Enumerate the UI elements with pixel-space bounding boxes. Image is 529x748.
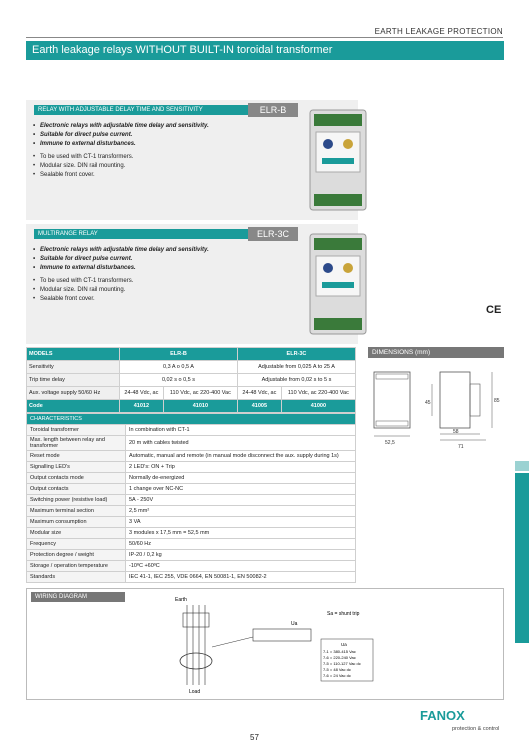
dim-label: 45 bbox=[425, 400, 431, 406]
shunt-label: Sa = shunt trip bbox=[327, 611, 360, 617]
table-cell: IP-20 / 0,2 kg bbox=[126, 550, 356, 561]
table-cell: 110 Vdc, ac 220-400 Vac bbox=[281, 387, 355, 400]
table-header: ELR-B bbox=[120, 348, 238, 361]
table-cell: Frequency bbox=[27, 539, 126, 550]
table-cell: Automatic, manual and remote (in manual mode disconnect the aux. supply during 1s) bbox=[126, 451, 356, 462]
fanox-logo: FANOX bbox=[420, 708, 465, 723]
table-cell: 0,02 s o 0,5 s bbox=[120, 374, 238, 387]
table-row bbox=[27, 517, 356, 528]
table-cell: 3 VA bbox=[126, 517, 356, 528]
table-cell: 3 modules x 17,5 mm = 52,5 mm bbox=[126, 528, 356, 539]
table-cell: 1 change over NC-NC bbox=[126, 484, 356, 495]
table-cell: 20 m with cables twisted bbox=[126, 436, 356, 451]
table-row bbox=[27, 539, 356, 550]
legend-line: Ua bbox=[341, 642, 347, 647]
table-cell: Maximum consumption bbox=[27, 517, 126, 528]
list-item: • Suitable for direct pulse current. bbox=[32, 255, 209, 264]
models-table bbox=[26, 347, 356, 413]
table-cell: In combination with CT-1 bbox=[126, 425, 356, 436]
table-cell: Modular size bbox=[27, 528, 126, 539]
table-cell: Protection degree / weight bbox=[27, 550, 126, 561]
relay-device-image bbox=[306, 106, 370, 214]
table-row bbox=[27, 451, 356, 462]
dim-label: 71 bbox=[458, 444, 464, 450]
characteristics-table bbox=[26, 413, 356, 583]
table-cell: IEC 41-1, IEC 255, VDE 0664, EN 50081-1, EN 50082-2 bbox=[126, 572, 356, 583]
table-cell: Output contacts mode bbox=[27, 473, 126, 484]
table-cell: Reset mode bbox=[27, 451, 126, 462]
table-row bbox=[27, 506, 356, 517]
wiring-heading: WIRING DIAGRAM bbox=[31, 592, 125, 602]
wiring-diagram bbox=[26, 588, 504, 700]
table-cell: Trip time delay bbox=[27, 374, 120, 387]
product-heading: MULTIRANGE RELAY bbox=[34, 229, 249, 239]
header-rule bbox=[26, 37, 503, 38]
feature-list bbox=[32, 122, 209, 180]
table-cell: 41005 bbox=[237, 400, 281, 413]
table-cell: 41012 bbox=[120, 400, 164, 413]
table-cell: 0,3 A o 0,5 A bbox=[120, 361, 238, 374]
legend-line: 7-5 = 48 Vac dc bbox=[323, 667, 351, 672]
legend-line: 7-6 = 24 Vac dc bbox=[323, 673, 351, 678]
table-cell: 2 LED's: ON + Trip bbox=[126, 462, 356, 473]
table-cell: -10ºC +60ºC bbox=[126, 561, 356, 572]
wiring-schematic bbox=[157, 593, 457, 697]
table-cell: Adjustable from 0,02 s to 5 s bbox=[237, 374, 355, 387]
table-cell: Adjustable from 0,025 A to 25 A bbox=[237, 361, 355, 374]
table-cell: Max. length between relay and transformer bbox=[27, 436, 126, 451]
table-cell: 24-48 Vdc, ac bbox=[237, 387, 281, 400]
list-item: • Electronic relays with adjustable time delay and sensitivity. bbox=[32, 122, 209, 131]
list-item: • Sealable front cover. bbox=[32, 171, 209, 180]
table-cell: 24-48 Vdc, ac bbox=[120, 387, 164, 400]
list-item: • Electronic relays with adjustable time delay and sensitivity. bbox=[32, 246, 209, 255]
table-cell: 5A - 250V bbox=[126, 495, 356, 506]
ce-mark: CE bbox=[486, 304, 502, 316]
table-cell: 2,5 mm² bbox=[126, 506, 356, 517]
product-card-elr-3c bbox=[26, 224, 358, 344]
table-cell: Sensitivity bbox=[27, 361, 120, 374]
dimensions-drawing bbox=[368, 364, 504, 452]
dim-label: 52,5 bbox=[385, 440, 395, 446]
table-cell: Storage / operation temperature bbox=[27, 561, 126, 572]
product-model: ELR-3C bbox=[248, 227, 298, 241]
list-item: • Immune to external disturbances. bbox=[32, 264, 209, 273]
ua-label: Ua bbox=[291, 621, 298, 627]
side-tab-marker bbox=[515, 461, 529, 471]
dimensions-heading: DIMENSIONS (mm) bbox=[368, 347, 504, 358]
list-item: • Modular size. DIN rail mounting. bbox=[32, 286, 209, 295]
table-cell: Standards bbox=[27, 572, 126, 583]
relay-device-image bbox=[306, 230, 370, 338]
table-row bbox=[27, 436, 356, 451]
table-row bbox=[27, 561, 356, 572]
table-cell: Signalling LED's bbox=[27, 462, 126, 473]
table-cell: Switching power (resistive load) bbox=[27, 495, 126, 506]
table-row bbox=[27, 462, 356, 473]
list-item: • Suitable for direct pulse current. bbox=[32, 131, 209, 140]
table-cell: Toroidal transformer bbox=[27, 425, 126, 436]
table-row bbox=[27, 473, 356, 484]
table-row bbox=[27, 572, 356, 583]
list-item: • Sealable front cover. bbox=[32, 295, 209, 304]
table-cell: Aux. voltage supply 50/60 Hz bbox=[27, 387, 120, 400]
table-cell: Normally de-energized bbox=[126, 473, 356, 484]
table-cell: Output contacts bbox=[27, 484, 126, 495]
logo-tagline: protection & control bbox=[452, 726, 500, 732]
legend-line: 7-1 = 380-415 Vac bbox=[323, 649, 356, 654]
product-model: ELR-B bbox=[248, 103, 298, 117]
table-header: CHARACTERISTICS bbox=[27, 414, 356, 425]
legend-line: 7-5 = 110-127 Vac dc bbox=[323, 661, 361, 666]
list-item: • Immune to external disturbances. bbox=[32, 140, 209, 149]
table-row bbox=[27, 495, 356, 506]
list-item: • To be used with CT-1 transformers. bbox=[32, 153, 209, 162]
table-header: MODELS bbox=[27, 348, 120, 361]
table-header: ELR-3C bbox=[237, 348, 355, 361]
product-heading: RELAY WITH ADJUSTABLE DELAY TIME AND SENSITIVITY bbox=[34, 105, 249, 115]
table-row bbox=[27, 528, 356, 539]
table-cell: Maximum terminal section bbox=[27, 506, 126, 517]
list-item: • Modular size. DIN rail mounting. bbox=[32, 162, 209, 171]
dim-label: 58 bbox=[453, 429, 459, 435]
dim-label: 85 bbox=[494, 398, 500, 404]
page-number: 57 bbox=[250, 733, 259, 742]
legend-line: 7-6 = 220-240 Vac bbox=[323, 655, 356, 660]
table-row bbox=[27, 425, 356, 436]
list-item: • To be used with CT-1 transformers. bbox=[32, 277, 209, 286]
product-card-elr-b bbox=[26, 100, 358, 220]
page-title: Earth leakage relays WITHOUT BUILT-IN toroidal transformer bbox=[26, 41, 504, 60]
table-row bbox=[27, 484, 356, 495]
side-tab bbox=[515, 473, 529, 643]
load-label: Load bbox=[189, 689, 201, 695]
table-cell: 110 Vdc, ac 220-400 Vac bbox=[163, 387, 237, 400]
section-header: EARTH LEAKAGE PROTECTION bbox=[374, 27, 503, 36]
table-cell: 41000 bbox=[281, 400, 355, 413]
table-row bbox=[27, 550, 356, 561]
earth-label: Earth bbox=[175, 597, 187, 603]
feature-list bbox=[32, 246, 209, 304]
table-cell: Code bbox=[27, 400, 120, 413]
table-cell: 50/60 Hz bbox=[126, 539, 356, 550]
table-cell: 41010 bbox=[163, 400, 237, 413]
